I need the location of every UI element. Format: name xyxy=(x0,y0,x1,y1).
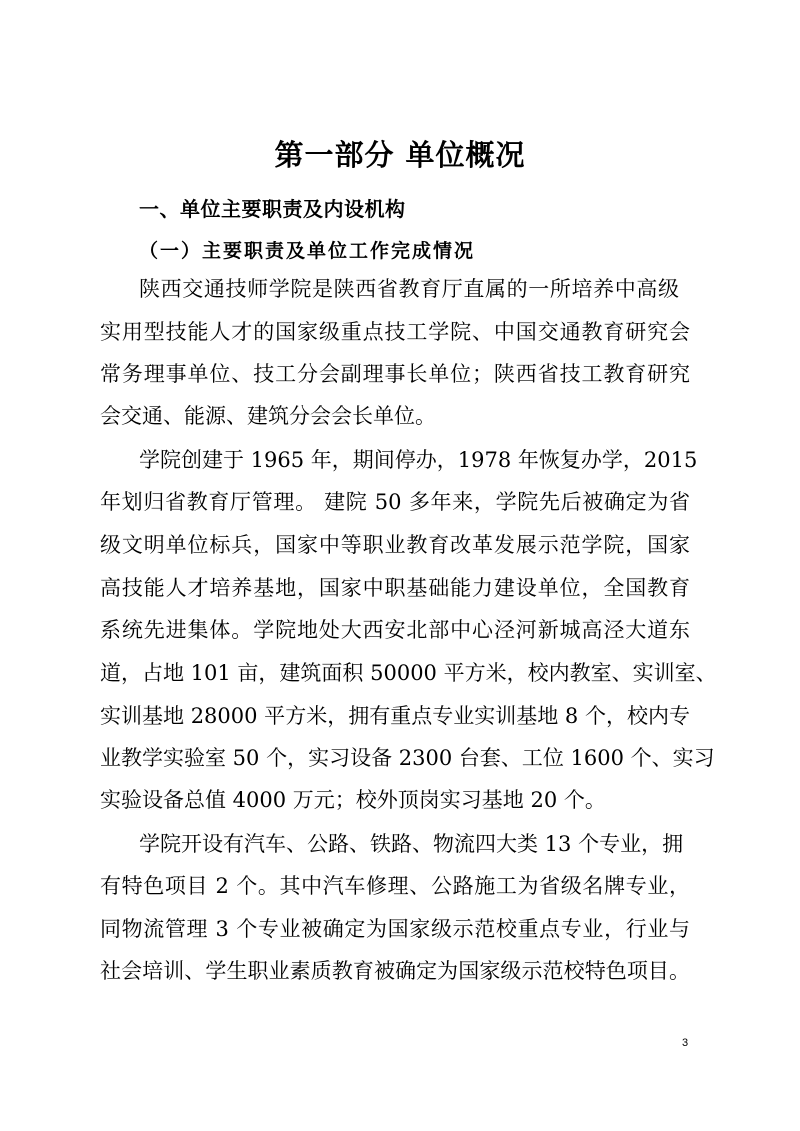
paragraph-line: 实验设备总值 4000 万元；校外顶岗实习基地 20 个。 xyxy=(100,788,606,812)
paragraph-line: 学院开设有汽车、公路、铁路、物流四大类 13 个专业，拥 xyxy=(139,832,684,856)
paragraph-line: 学院创建于 1965 年，期间停办，1978 年恢复办学，2015 xyxy=(139,448,698,472)
subsection-heading: （一）主要职责及单位工作完成情况 xyxy=(139,240,476,262)
paragraph-line: 级文明单位标兵，国家中等职业教育改革发展示范学院，国家 xyxy=(100,533,690,557)
paragraph-line: 有特色项目 2 个。其中汽车修理、公路施工为省级名牌专业， xyxy=(100,874,690,898)
paragraph-line: 系统先进集体。学院地处大西安北部中心泾河新城高泾大道东 xyxy=(100,618,690,642)
page-title: 第一部分 单位概况 xyxy=(274,138,526,172)
paragraph-line: 实用型技能人才的国家级重点技工学院、中国交通教育研究会 xyxy=(100,320,690,344)
page-number: 3 xyxy=(682,1037,689,1049)
paragraph-line: 业教学实验室 50 个，实习设备 2300 台套、工位 1600 个、实习 xyxy=(100,746,715,770)
paragraph-line: 实训基地 28000 平方米，拥有重点专业实训基地 8 个，校内专 xyxy=(100,704,690,728)
paragraph-line: 社会培训、学生职业素质教育被确定为国家级示范校特色项目。 xyxy=(100,959,690,983)
paragraph-line: 高技能人才培养基地，国家中职基础能力建设单位，全国教育 xyxy=(100,576,690,600)
paragraph-line: 常务理事单位、技工分会副理事长单位；陕西省技工教育研究 xyxy=(100,362,690,386)
paragraph-line: 同物流管理 3 个专业被确定为国家级示范校重点专业，行业与 xyxy=(100,917,690,941)
paragraph-line: 道，占地 101 亩，建筑面积 50000 平方米，校内教室、实训室、 xyxy=(100,661,717,685)
paragraph-line: 年划归省教育厅管理。 建院 50 多年来，学院先后被确定为省 xyxy=(100,490,690,514)
paragraph-line: 陕西交通技师学院是陕西省教育厅直属的一所培养中高级 xyxy=(139,277,679,301)
paragraph-line: 会交通、能源、建筑分会会长单位。 xyxy=(100,404,436,428)
section-heading: 一、单位主要职责及内设机构 xyxy=(139,197,406,221)
